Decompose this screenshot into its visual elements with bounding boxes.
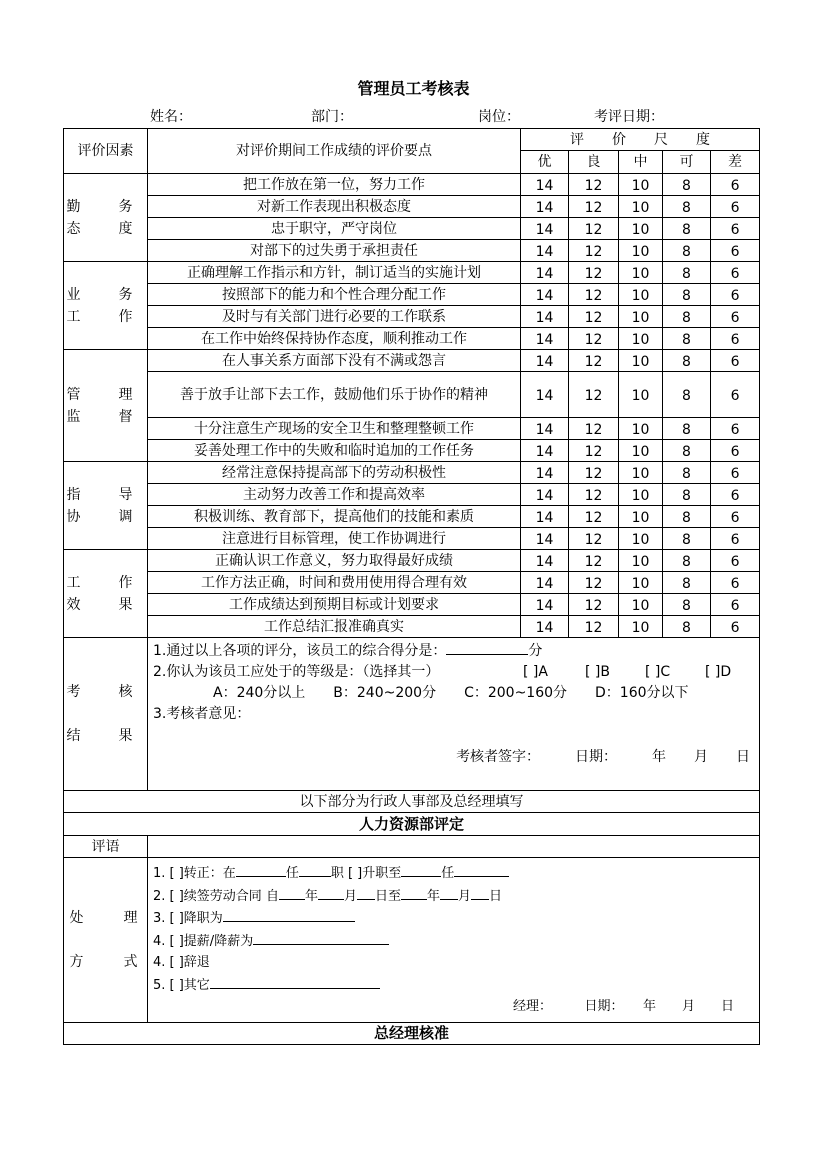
score-option[interactable]: 12	[569, 196, 619, 218]
table-row	[64, 284, 760, 306]
score-option[interactable]: 14	[521, 284, 569, 306]
criterion: 在工作中始终保持协作态度，顺利推动工作	[148, 328, 521, 350]
score-option[interactable]: 10	[619, 174, 663, 196]
table-row	[64, 218, 760, 240]
table-row	[64, 328, 760, 350]
score-option[interactable]: 14	[521, 196, 569, 218]
grade-0: 优	[521, 151, 569, 174]
score-option[interactable]: 8	[663, 196, 711, 218]
score-option[interactable]: 14	[521, 218, 569, 240]
score-option[interactable]: 8	[663, 594, 711, 616]
comment-field[interactable]	[148, 836, 760, 858]
score-option[interactable]: 14	[521, 528, 569, 550]
score-option[interactable]: 6	[711, 440, 760, 462]
score-option[interactable]: 12	[569, 328, 619, 350]
score-option[interactable]: 14	[521, 616, 569, 638]
score-option[interactable]: 12	[569, 350, 619, 372]
criterion: 工作总结汇报准确真实	[148, 616, 521, 638]
score-option[interactable]: 8	[663, 306, 711, 328]
score-option[interactable]: 8	[663, 484, 711, 506]
table-row	[64, 616, 760, 638]
score-option[interactable]: 8	[663, 506, 711, 528]
score-option[interactable]: 10	[619, 306, 663, 328]
handle-label: 处 理 方 式	[64, 858, 148, 1023]
grade-2: 中	[619, 151, 663, 174]
score-option[interactable]: 14	[521, 418, 569, 440]
table-row	[64, 174, 760, 196]
hr-title: 人力资源部评定	[64, 813, 760, 836]
table-row	[64, 462, 760, 484]
score-option[interactable]: 10	[619, 594, 663, 616]
table-row	[64, 440, 760, 462]
section-label: 工 作 效 果	[64, 550, 148, 638]
section-label: 业 务 工 作	[64, 262, 148, 350]
score-option[interactable]: 6	[711, 550, 760, 572]
score-option[interactable]: 8	[663, 350, 711, 372]
criterion: 正确理解工作指示和方针，制订适当的实施计划	[148, 262, 521, 284]
score-option[interactable]: 6	[711, 418, 760, 440]
score-option[interactable]: 12	[569, 372, 619, 418]
score-option[interactable]: 14	[521, 440, 569, 462]
criterion: 忠于职守，严守岗位	[148, 218, 521, 240]
table-row	[64, 350, 760, 372]
score-option[interactable]: 8	[663, 572, 711, 594]
score-option[interactable]: 10	[619, 506, 663, 528]
hr-note: 以下部分为行政人事部及总经理填写	[64, 791, 760, 813]
criterion: 把工作放在第一位，努力工作	[148, 174, 521, 196]
score-option[interactable]: 12	[569, 284, 619, 306]
score-option[interactable]: 8	[663, 440, 711, 462]
score-option[interactable]: 8	[663, 550, 711, 572]
score-option[interactable]: 6	[711, 484, 760, 506]
score-option[interactable]: 12	[569, 616, 619, 638]
table-row	[64, 418, 760, 440]
score-option[interactable]: 14	[521, 240, 569, 262]
score-option[interactable]: 12	[569, 528, 619, 550]
criterion: 注意进行目标管理，使工作协调进行	[148, 528, 521, 550]
score-option[interactable]: 12	[569, 174, 619, 196]
score-option[interactable]: 6	[711, 594, 760, 616]
criterion: 妥善处理工作中的失败和临时追加的工作任务	[148, 440, 521, 462]
table-row	[64, 528, 760, 550]
grade-3: 可	[663, 151, 711, 174]
criterion: 工作成绩达到预期目标或计划要求	[148, 594, 521, 616]
section-label: 管 理 监 督	[64, 350, 148, 462]
score-option[interactable]: 10	[619, 484, 663, 506]
score-option[interactable]: 8	[663, 372, 711, 418]
table-row	[64, 594, 760, 616]
criterion: 对部下的过失勇于承担责任	[148, 240, 521, 262]
criterion: 正确认识工作意义，努力取得最好成绩	[148, 550, 521, 572]
criterion: 十分注意生产现场的安全卫生和整理整顿工作	[148, 418, 521, 440]
score-option[interactable]: 14	[521, 484, 569, 506]
comment-label: 评语	[64, 836, 148, 858]
score-option[interactable]: 10	[619, 196, 663, 218]
score-option[interactable]: 6	[711, 262, 760, 284]
score-option[interactable]: 6	[711, 572, 760, 594]
score-option[interactable]: 10	[619, 550, 663, 572]
score-option[interactable]: 8	[663, 462, 711, 484]
score-option[interactable]: 6	[711, 196, 760, 218]
table-row	[64, 240, 760, 262]
score-option[interactable]: 10	[619, 528, 663, 550]
score-option[interactable]: 6	[711, 462, 760, 484]
score-option[interactable]: 14	[521, 328, 569, 350]
table-row	[64, 372, 760, 418]
score-option[interactable]: 14	[521, 462, 569, 484]
table-row	[64, 506, 760, 528]
score-option[interactable]: 14	[521, 174, 569, 196]
criterion: 对新工作表现出积极态度	[148, 196, 521, 218]
score-option[interactable]: 6	[711, 284, 760, 306]
name-label: 姓名：	[150, 109, 192, 125]
score-option[interactable]: 6	[711, 240, 760, 262]
score-option[interactable]: 10	[619, 418, 663, 440]
score-option[interactable]: 10	[619, 440, 663, 462]
score-option[interactable]: 12	[569, 440, 619, 462]
table-row	[64, 484, 760, 506]
criterion: 积极训练、教育部下，提高他们的技能和素质	[148, 506, 521, 528]
post-label: 岗位：	[478, 109, 520, 125]
score-option[interactable]: 12	[569, 240, 619, 262]
table-row	[64, 196, 760, 218]
score-option[interactable]: 12	[569, 418, 619, 440]
score-option[interactable]: 8	[663, 284, 711, 306]
score-option[interactable]: 10	[619, 218, 663, 240]
score-option[interactable]: 10	[619, 372, 663, 418]
header-factor: 评价因素	[64, 129, 148, 174]
criterion: 善于放手让部下去工作，鼓励他们乐于协作的精神	[148, 372, 521, 418]
score-option[interactable]: 6	[711, 306, 760, 328]
evaluation-table	[63, 128, 760, 1045]
score-option[interactable]: 8	[663, 174, 711, 196]
page-title: 管理员工考核表	[357, 79, 470, 98]
criterion: 及时与有关部门进行必要的工作联系	[148, 306, 521, 328]
section-label: 勤 务 态 度	[64, 174, 148, 262]
score-option[interactable]: 8	[663, 528, 711, 550]
score-option[interactable]: 14	[521, 506, 569, 528]
header-scale: 评 价 尺 度	[521, 129, 760, 151]
result-label: 考 核 结 果	[64, 638, 148, 791]
score-option[interactable]: 8	[663, 218, 711, 240]
table-row	[64, 306, 760, 328]
dept-label: 部门：	[311, 109, 353, 125]
score-option[interactable]: 12	[569, 572, 619, 594]
score-option[interactable]: 6	[711, 616, 760, 638]
criterion: 按照部下的能力和个性合理分配工作	[148, 284, 521, 306]
score-option[interactable]: 12	[569, 462, 619, 484]
header-points: 对评价期间工作成绩的评价要点	[148, 129, 521, 174]
score-option[interactable]: 14	[521, 550, 569, 572]
score-option[interactable]: 6	[711, 218, 760, 240]
score-option[interactable]: 12	[569, 306, 619, 328]
grade-1: 良	[569, 151, 619, 174]
score-option[interactable]: 14	[521, 306, 569, 328]
score-option[interactable]: 10	[619, 240, 663, 262]
score-option[interactable]: 8	[663, 328, 711, 350]
score-option[interactable]: 12	[569, 594, 619, 616]
section-label: 指 导 协 调	[64, 462, 148, 550]
score-option[interactable]: 14	[521, 262, 569, 284]
score-option[interactable]: 6	[711, 174, 760, 196]
score-option[interactable]: 6	[711, 350, 760, 372]
score-option[interactable]: 8	[663, 262, 711, 284]
score-option[interactable]: 10	[619, 262, 663, 284]
criterion: 在人事关系方面部下没有不满或怨言	[148, 350, 521, 372]
score-option[interactable]: 8	[663, 616, 711, 638]
score-option[interactable]: 10	[619, 572, 663, 594]
score-option[interactable]: 14	[521, 594, 569, 616]
score-option[interactable]: 8	[663, 418, 711, 440]
score-option[interactable]: 10	[619, 284, 663, 306]
table-row	[64, 572, 760, 594]
score-option[interactable]: 6	[711, 372, 760, 418]
score-option[interactable]: 14	[521, 350, 569, 372]
score-option[interactable]: 6	[711, 328, 760, 350]
score-option[interactable]: 12	[569, 484, 619, 506]
criterion: 经常注意保持提高部下的劳动积极性	[148, 462, 521, 484]
score-option[interactable]: 12	[569, 506, 619, 528]
score-option[interactable]: 8	[663, 240, 711, 262]
score-option[interactable]: 12	[569, 262, 619, 284]
score-option[interactable]: 12	[569, 218, 619, 240]
handle-cell[interactable]: 1. [ ]转正：在 任 职 [ ]升职至 任 2. [ ]续签劳动合同 自 年 月 日至 年 月 日 3. [ ]降职为 4. [ ]提薪/降薪为 4. [ ]辞退 5. [ ]其它 经理： 日期： 年 月 日	[148, 858, 760, 1023]
criterion: 工作方法正确，时间和费用使用得合理有效	[148, 572, 521, 594]
score-option[interactable]: 12	[569, 550, 619, 572]
score-option[interactable]: 10	[619, 616, 663, 638]
score-option[interactable]: 10	[619, 462, 663, 484]
result-cell[interactable]: 1.通过以上各项的评分，该员工的综合得分是： 分 2.你认为该员工应处于的等级是：（选择其一） [ ]A [ ]B [ ]C [ ]D A：240分以上 B：240~200分 C：200~160分 D：160分以下 3.考核者意见： 考核者签字： 日期： 年 月 日	[148, 638, 760, 791]
grade-4: 差	[711, 151, 760, 174]
score-option[interactable]: 10	[619, 350, 663, 372]
gm-title: 总经理核准	[64, 1022, 760, 1044]
score-option[interactable]: 14	[521, 572, 569, 594]
criterion: 主动努力改善工作和提高效率	[148, 484, 521, 506]
table-row	[64, 550, 760, 572]
table-row	[64, 262, 760, 284]
score-option[interactable]: 14	[521, 372, 569, 418]
score-option[interactable]: 6	[711, 506, 760, 528]
score-option[interactable]: 10	[619, 328, 663, 350]
date-label: 考评日期：	[594, 109, 664, 125]
score-option[interactable]: 6	[711, 528, 760, 550]
